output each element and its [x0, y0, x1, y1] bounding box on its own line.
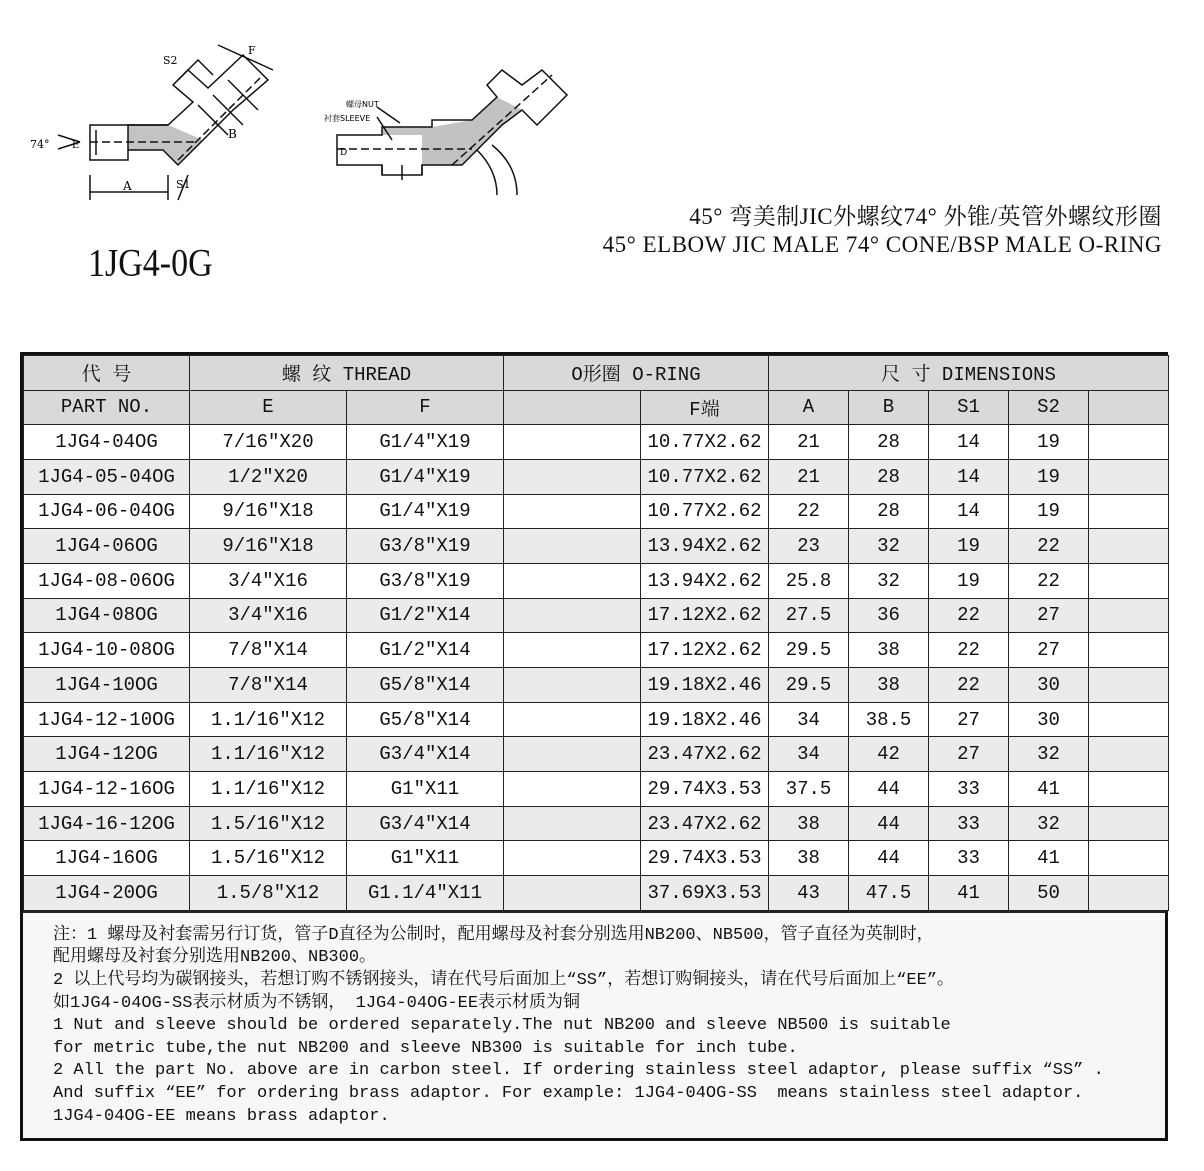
header-thread: 螺 纹 THREAD — [190, 356, 504, 391]
cell-s1: 33 — [929, 772, 1009, 807]
cell-s1: 22 — [929, 633, 1009, 668]
cell-b: 44 — [849, 806, 929, 841]
cell-s2: 30 — [1009, 702, 1089, 737]
cell-f: G5/8″X14 — [347, 668, 504, 703]
cell-s2: 22 — [1009, 563, 1089, 598]
header-f-end: F端 — [641, 390, 769, 425]
cell-b: 32 — [849, 563, 929, 598]
cell-blank — [504, 598, 641, 633]
cell-oring: 19.18X2.46 — [641, 668, 769, 703]
header-e: E — [190, 390, 347, 425]
cell-s2: 19 — [1009, 459, 1089, 494]
cell-a: 34 — [769, 702, 849, 737]
cell-part: 1JG4-08OG — [24, 598, 190, 633]
table-row — [24, 529, 1169, 564]
angle-label: 74° — [30, 138, 50, 151]
cell-part: 1JG4-12-16OG — [24, 772, 190, 807]
cell-a: 43 — [769, 876, 849, 911]
cell-part: 1JG4-05-04OG — [24, 459, 190, 494]
cell-f: G3/4″X14 — [347, 737, 504, 772]
cell-a: 27.5 — [769, 598, 849, 633]
cell-b: 36 — [849, 598, 929, 633]
cell-f: G1″X11 — [347, 772, 504, 807]
cell-blank — [504, 806, 641, 841]
cell-blank — [1089, 772, 1169, 807]
cell-oring: 13.94X2.62 — [641, 529, 769, 564]
cell-blank — [504, 702, 641, 737]
cell-b: 38.5 — [849, 702, 929, 737]
cell-b: 28 — [849, 425, 929, 460]
cell-part: 1JG4-10OG — [24, 668, 190, 703]
table-row — [24, 425, 1169, 460]
note-line: And suffix “EE” for ordering brass adaptor. For example: 1JG4-04OG-SS means stainless steel adaptor. — [53, 1083, 1084, 1103]
header-code-cn: 代 号 — [24, 356, 190, 391]
cell-blank — [1089, 459, 1169, 494]
cell-e: 1.5/16″X12 — [190, 841, 347, 876]
cell-e: 9/16″X18 — [190, 529, 347, 564]
cell-s1: 22 — [929, 668, 1009, 703]
part-code-title: 1JG4-0G — [88, 242, 213, 285]
cell-oring: 13.94X2.62 — [641, 563, 769, 598]
cell-s2: 32 — [1009, 737, 1089, 772]
cell-s1: 19 — [929, 563, 1009, 598]
cell-a: 25.8 — [769, 563, 849, 598]
cell-s1: 14 — [929, 425, 1009, 460]
cell-part: 1JG4-20OG — [24, 876, 190, 911]
header-s1: S1 — [929, 390, 1009, 425]
cell-s2: 41 — [1009, 772, 1089, 807]
cell-a: 38 — [769, 841, 849, 876]
cell-e: 3/4″X16 — [190, 598, 347, 633]
fitting-drawing-dimensioned — [28, 40, 298, 210]
cell-blank — [504, 841, 641, 876]
cell-blank — [1089, 529, 1169, 564]
cell-f: G1/2″X14 — [347, 598, 504, 633]
cell-part: 1JG4-12OG — [24, 737, 190, 772]
cell-part: 1JG4-12-10OG — [24, 702, 190, 737]
cell-oring: 19.18X2.46 — [641, 702, 769, 737]
cell-s2: 50 — [1009, 876, 1089, 911]
nut-label: 螺母NUT — [346, 100, 379, 109]
cell-s2: 32 — [1009, 806, 1089, 841]
cell-part: 1JG4-16OG — [24, 841, 190, 876]
cell-s2: 27 — [1009, 633, 1089, 668]
table-row — [24, 459, 1169, 494]
cell-s1: 27 — [929, 702, 1009, 737]
cell-blank — [1089, 494, 1169, 529]
cell-s1: 41 — [929, 876, 1009, 911]
cell-oring: 23.47X2.62 — [641, 737, 769, 772]
cell-blank — [1089, 425, 1169, 460]
header-f: F — [347, 390, 504, 425]
note-line: 注：1 螺母及衬套需另行订货，管子D直径为公制时，配用螺母及衬套分别选用NB200、NB500，管子直径为英制时， — [53, 925, 934, 945]
cell-e: 1.1/16″X12 — [190, 737, 347, 772]
cell-b: 38 — [849, 668, 929, 703]
title-chinese: 45° 弯美制JIC外螺纹74° 外锥/英管外螺纹形圈 — [689, 204, 1162, 229]
cell-blank — [1089, 806, 1169, 841]
cell-f: G1/4″X19 — [347, 459, 504, 494]
cell-blank — [504, 772, 641, 807]
cell-part: 1JG4-04OG — [24, 425, 190, 460]
d-label: D — [340, 148, 348, 158]
cell-blank — [1089, 876, 1169, 911]
cell-part: 1JG4-06-04OG — [24, 494, 190, 529]
table-row — [24, 668, 1169, 703]
cell-s1: 33 — [929, 806, 1009, 841]
cell-f: G3/4″X14 — [347, 806, 504, 841]
cell-blank — [504, 633, 641, 668]
cell-s1: 19 — [929, 529, 1009, 564]
cell-oring: 17.12X2.62 — [641, 633, 769, 668]
note-line: 配用螺母及衬套分别选用NB200、NB300。 — [53, 948, 377, 968]
note-line: for metric tube,the nut NB200 and sleeve NB300 is suitable for inch tube. — [53, 1038, 798, 1058]
cell-f: G5/8″X14 — [347, 702, 504, 737]
cell-e: 7/16″X20 — [190, 425, 347, 460]
cell-s2: 27 — [1009, 598, 1089, 633]
header-oring: O形圈 O-RING — [504, 356, 769, 391]
cell-blank — [1089, 633, 1169, 668]
header-s2: S2 — [1009, 390, 1089, 425]
table-row — [24, 702, 1169, 737]
note-line: 2 All the part No. above are in carbon steel. If ordering stainless steel adaptor, please suffix “SS” . — [53, 1061, 1104, 1081]
cell-oring: 37.69X3.53 — [641, 876, 769, 911]
cell-oring: 10.77X2.62 — [641, 459, 769, 494]
cell-e: 1.5/16″X12 — [190, 806, 347, 841]
cell-f: G1/2″X14 — [347, 633, 504, 668]
specification-table — [20, 352, 1168, 1141]
cell-blank — [1089, 598, 1169, 633]
cell-e: 1.1/16″X12 — [190, 702, 347, 737]
cell-e: 7/8″X14 — [190, 633, 347, 668]
cell-blank — [1089, 563, 1169, 598]
cell-b: 28 — [849, 459, 929, 494]
table-row — [24, 494, 1169, 529]
cell-a: 21 — [769, 459, 849, 494]
cell-s1: 27 — [929, 737, 1009, 772]
table-row — [24, 598, 1169, 633]
cell-e: 1.1/16″X12 — [190, 772, 347, 807]
cell-f: G3/8″X19 — [347, 563, 504, 598]
cell-e: 1.5/8″X12 — [190, 876, 347, 911]
b-label: B — [228, 127, 237, 141]
note-line: 2 以上代号均为碳钢接头，若想订购不锈钢接头，请在代号后面加上“SS”，若想订购铜接头，请在代号后面加上“EE”。 — [53, 971, 955, 990]
cell-f: G1/4″X19 — [347, 494, 504, 529]
cell-f: G1/4″X19 — [347, 425, 504, 460]
header-part-no: PART NO. — [24, 390, 190, 425]
cell-blank — [504, 668, 641, 703]
cell-f: G1.1/4″X11 — [347, 876, 504, 911]
cell-b: 47.5 — [849, 876, 929, 911]
cell-oring: 29.74X3.53 — [641, 772, 769, 807]
cell-f: G1″X11 — [347, 841, 504, 876]
cell-blank — [1089, 668, 1169, 703]
cell-oring: 29.74X3.53 — [641, 841, 769, 876]
header-blank-end — [1089, 390, 1169, 425]
cell-b: 32 — [849, 529, 929, 564]
cell-s2: 22 — [1009, 529, 1089, 564]
cell-blank — [504, 529, 641, 564]
s2-label: S2 — [163, 54, 178, 67]
cell-a: 37.5 — [769, 772, 849, 807]
cell-s2: 30 — [1009, 668, 1089, 703]
cell-s1: 14 — [929, 494, 1009, 529]
note-line: 1JG4-04OG-EE means brass adaptor. — [53, 1106, 390, 1126]
notes — [23, 911, 1165, 1138]
cell-e: 9/16″X18 — [190, 494, 347, 529]
header-a: A — [769, 390, 849, 425]
cell-e: 1/2″X20 — [190, 459, 347, 494]
cell-s2: 19 — [1009, 494, 1089, 529]
f-label: F — [248, 44, 256, 57]
cell-s1: 22 — [929, 598, 1009, 633]
cell-b: 44 — [849, 841, 929, 876]
header-b: B — [849, 390, 929, 425]
cell-a: 29.5 — [769, 668, 849, 703]
cell-oring: 23.47X2.62 — [641, 806, 769, 841]
cell-blank — [504, 876, 641, 911]
s1-label: S1 — [176, 178, 191, 191]
cell-b: 44 — [849, 772, 929, 807]
cell-s1: 33 — [929, 841, 1009, 876]
a-label: A — [123, 179, 132, 193]
cell-blank — [1089, 702, 1169, 737]
cell-part: 1JG4-08-06OG — [24, 563, 190, 598]
cell-blank — [504, 459, 641, 494]
cell-a: 22 — [769, 494, 849, 529]
cell-oring: 10.77X2.62 — [641, 494, 769, 529]
cell-a: 29.5 — [769, 633, 849, 668]
header-blank — [504, 390, 641, 425]
note-line: 如1JG4-04OG-SS表示材质为不锈钢， 1JG4-04OG-EE表示材质为铜 — [53, 993, 581, 1013]
table-row — [24, 633, 1169, 668]
cell-blank — [504, 737, 641, 772]
cell-f: G3/8″X19 — [347, 529, 504, 564]
table-row — [24, 841, 1169, 876]
table-row — [24, 772, 1169, 807]
table-row — [24, 737, 1169, 772]
cell-b: 38 — [849, 633, 929, 668]
cell-b: 42 — [849, 737, 929, 772]
header-dimensions: 尺 寸 DIMENSIONS — [769, 356, 1169, 391]
cell-blank — [504, 425, 641, 460]
note-line: 1 Nut and sleeve should be ordered separately.The nut NB200 and sleeve NB500 is suitable — [53, 1016, 951, 1036]
cell-blank — [1089, 737, 1169, 772]
cell-part: 1JG4-16-12OG — [24, 806, 190, 841]
cell-a: 23 — [769, 529, 849, 564]
sleeve-label: 衬套SLEEVE — [324, 114, 371, 123]
cell-blank — [1089, 841, 1169, 876]
cell-a: 38 — [769, 806, 849, 841]
cell-e: 7/8″X14 — [190, 668, 347, 703]
cell-a: 21 — [769, 425, 849, 460]
cell-oring: 10.77X2.62 — [641, 425, 769, 460]
cell-s2: 19 — [1009, 425, 1089, 460]
e-label: E — [72, 140, 80, 151]
cell-s1: 14 — [929, 459, 1009, 494]
cell-part: 1JG4-06OG — [24, 529, 190, 564]
fitting-assembly-drawing — [322, 55, 592, 200]
cell-oring: 17.12X2.62 — [641, 598, 769, 633]
table-row — [24, 876, 1169, 911]
cell-b: 28 — [849, 494, 929, 529]
table-row — [24, 563, 1169, 598]
cell-blank — [504, 563, 641, 598]
table-row — [24, 806, 1169, 841]
title-english: 45° ELBOW JIC MALE 74° CONE/BSP MALE O-RING — [602, 232, 1162, 257]
cell-a: 34 — [769, 737, 849, 772]
cell-part: 1JG4-10-08OG — [24, 633, 190, 668]
cell-blank — [504, 494, 641, 529]
cell-s2: 41 — [1009, 841, 1089, 876]
cell-e: 3/4″X16 — [190, 563, 347, 598]
